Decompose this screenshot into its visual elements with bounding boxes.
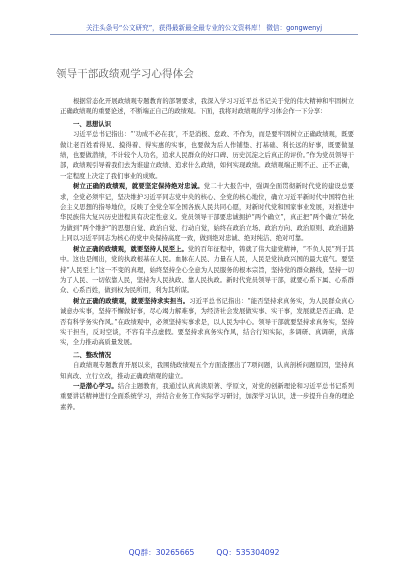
qq-group: QQ群：30265665	[128, 548, 195, 557]
section-heading-rectification: 二、整改情况	[73, 351, 112, 359]
text-people: 党的百年征程中，铸就了伟大建党精神，“不负人民”列于其中。这也是阐出，党的执政根基在人民。血脉在人民、力量在人民，人民是党执政兴国的最大底气。要坚持“人民至上”这一不变的真理，始终坚持全心全意为人民服务的根本宗旨，坚持党的群众路线，坚持一切为了人民、一切依靠人民，坚持为人民执政、靠人民执政。新时代党员领导干部，就要心系下属、心系群众、心系百姓，做到权为民所用，利为其所谋。	[60, 245, 354, 295]
text-loyalty: 党二十大报告中，强调全面贯彻新时代党的建设总要求，全党必须牢记，坚决维护习近平同志党中央的核心、全党的核心地位，确立习近平新时代中国特色社会主义思想的指导地位，反映了全党全军全国各族人民共同心愿，对新时代党和国家事业发展，对推进中华民族伟大复兴历史进程具有决定性意义。党员领导干部要忠诚拥护“两个确立”，真正把“两个确立”转化为做到“两个维护”的思想自觉、政治自觉、行动自觉，始终在政治立场、政治方向、政治原则、政治道路上同以习近平同志为核心的党中央保持高度一致，做到绝对忠诚、绝对纯洁、绝对可靠。	[60, 183, 354, 243]
paragraph-loyalty	[60, 182, 354, 244]
paragraph-pragmatic	[60, 297, 354, 349]
top-banner	[50, 20, 358, 35]
paragraph-people	[60, 245, 354, 297]
page-title: 领导干部政绩观学习心得体会	[56, 68, 194, 80]
text-pragmatic: 习近平总书记指出：“能否坚持求真务实，为人民群众真心诚意办实事，坚持不懈做好事，尽心竭力解难事，为经济社会发展做实事、实干事，发展就是否正确、是否有科学务实作风。”在政绩观中，必须坚持实事求是，以人民为中心。领导干部就要坚持求真务实，坚持实干担当，反对空谈，不容有半点虚假。要坚持求真务实作风，结合行知实际，多调研、真调研，真落实，全力推动高质量发展。	[60, 297, 354, 347]
document-body	[60, 97, 354, 413]
lead-loyalty: 树立正确的政绩观，就要坚定保持绝对忠诚。	[73, 183, 204, 191]
paragraph-study	[60, 382, 354, 413]
paragraph-rectification: 自政绩观专题教育开展以来，我围绕政绩观五个方面查摆出了7项问题，认真剖析问题原因，坚持真知真改、立行立改，推动正确政绩观的建立。	[60, 362, 354, 380]
intro-paragraph: 根据常态化开展政绩观专题教育的部署要求，我深入学习习近平总书记关于党的伟大精神和牢固树立正确政绩观的重要论述，不断端正自己的政绩观。下面，我将对政绩观的学习体会作一下分享：	[60, 98, 354, 116]
section-heading-thinking: 一、思想认识	[73, 120, 112, 128]
paragraph-quote: 习近平总书记指出：“‘功成不必在我’，不是消极、怠政、不作为，而是要牢固树立正确政绩观，既要做让老百姓看得见、摸得着、得实惠的实事，也要做为后人作铺垫、打基础、利长远的好事，既要做显绩，也要做潜绩，不计较个人功名，追求人民群众的好口碑、历史沉淀之后真正的评价。”作为党员领导干部，政绩观引导着我们去为谁建立政绩、追求什么政绩，如何实现政绩。政绩观端正则不正、正不正确，一定程度上决定了我们事业的成败。	[60, 131, 354, 180]
lead-pragmatic: 树立正确的政绩观，就要坚持求实担当。	[73, 297, 190, 305]
text-study: 结合主题教育，我通过认真真读原著、学原文，对党的创新理论和习近平总书记系列重要讲话精神进行全面系统学习，并结合业务工作实际学习研讨，加深学习认识，进一步提升自身的理论素养。	[60, 382, 354, 411]
lead-people: 树立正确的政绩观，就要坚持人民至上。	[73, 245, 188, 253]
footer	[0, 547, 408, 563]
lead-study: 一是潜心学习。	[73, 382, 118, 390]
qq-contact: QQ：535304092	[216, 548, 280, 557]
banner-text: 关注头条号“公文研究”，获得最新最全最专业的公文资料库！ 微信：gongwenyj	[85, 24, 323, 32]
